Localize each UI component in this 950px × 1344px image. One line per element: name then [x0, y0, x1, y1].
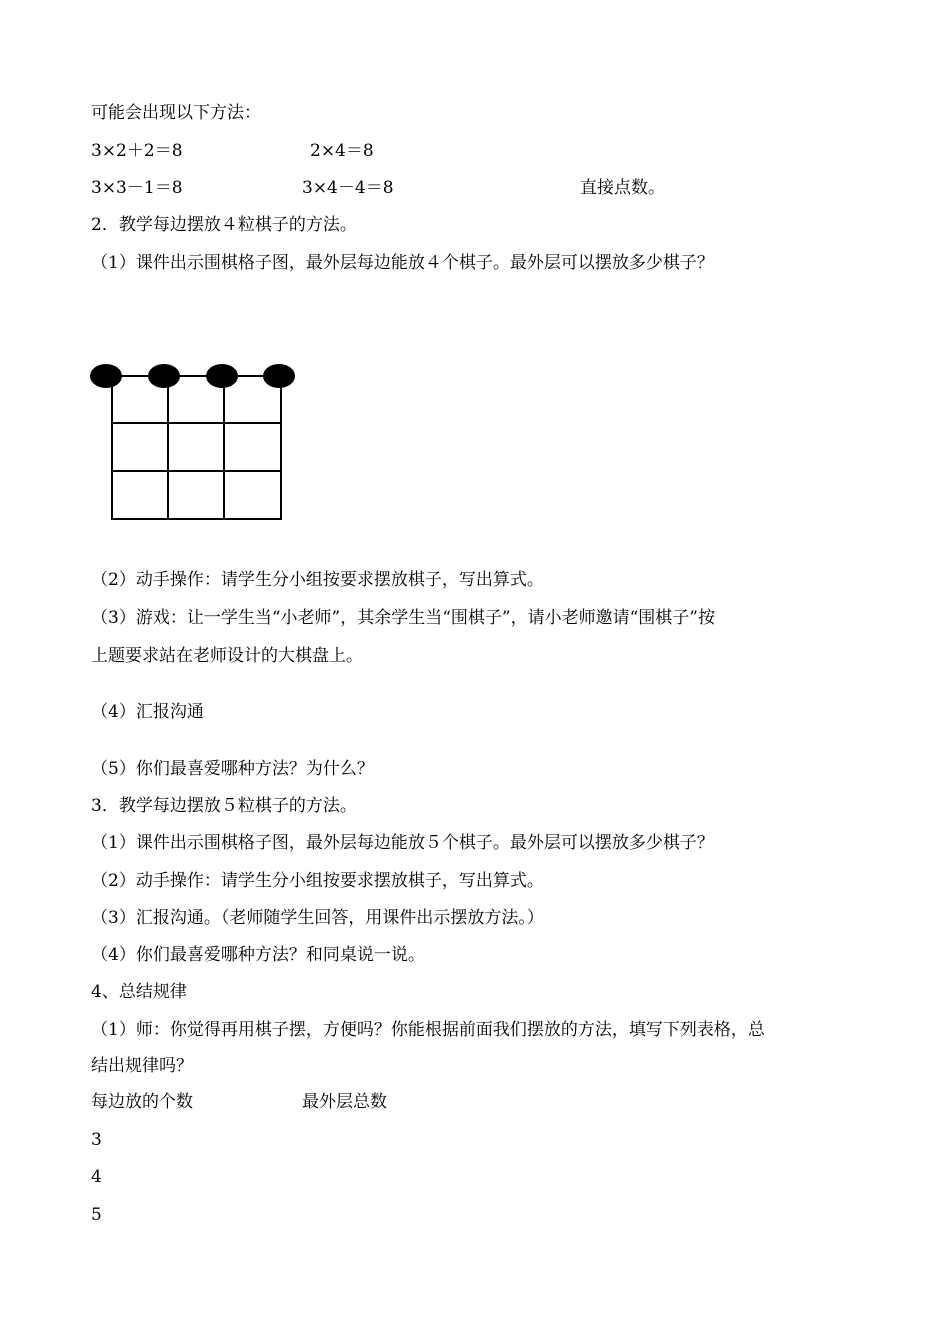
- intro-line: 可能会出现以下方法：: [91, 103, 261, 123]
- section-4-item-1-line-2: 结出规律吗？: [91, 1056, 193, 1076]
- section-3-item-4: （4）你们最喜爱哪种方法？和同桌说一说。: [91, 945, 425, 965]
- table-row: 4: [91, 1167, 102, 1187]
- board-grid: [112, 376, 281, 519]
- section-3-item-2: （2）动手操作：请学生分小组按要求摆放棋子，写出算式。: [91, 871, 544, 891]
- go-board-diagram: [86, 356, 301, 526]
- section-3-item-3: （3）汇报沟通。（老师随学生回答，用课件出示摆放方法。）: [91, 908, 544, 928]
- section-2-item-4: （4）汇报沟通: [91, 702, 204, 722]
- section-3-item-1: （1）课件出示围棋格子图，最外层每边能放５个棋子。最外层可以摆放多少棋子？: [91, 833, 714, 853]
- table-row: 3: [91, 1130, 102, 1150]
- equation-3: 3×3－1＝8: [91, 178, 183, 198]
- go-stone: [206, 364, 238, 388]
- section-4-item-1-line-1: （1）师：你觉得再用棋子摆，方便吗？你能根据前面我们摆放的方法，填写下列表格，总: [91, 1020, 765, 1040]
- equation-2: 2×4＝8: [310, 141, 374, 161]
- go-stone: [263, 364, 295, 388]
- section-2-heading: 2．教学每边摆放４粒棋子的方法。: [91, 215, 357, 235]
- equation-1: 3×2＋2＝8: [91, 141, 183, 161]
- go-stone: [148, 364, 180, 388]
- equation-5: 直接点数。: [580, 178, 665, 198]
- table-header-outer-total: 最外层总数: [302, 1092, 387, 1112]
- section-2-item-3-line-2: 上题要求站在老师设计的大棋盘上。: [91, 646, 363, 666]
- section-2-item-1: （1）课件出示围棋格子图，最外层每边能放４个棋子。最外层可以摆放多少棋子？: [91, 253, 714, 273]
- go-stone: [90, 364, 122, 388]
- table-header-per-side: 每边放的个数: [91, 1092, 193, 1112]
- equation-4: 3×4－4＝8: [302, 178, 394, 198]
- section-3-heading: 3．教学每边摆放５粒棋子的方法。: [91, 796, 357, 816]
- section-4-heading: 4、总结规律: [91, 982, 187, 1002]
- section-2-item-2: （2）动手操作：请学生分小组按要求摆放棋子，写出算式。: [91, 570, 544, 590]
- section-2-item-3-line-1: （3）游戏：让一学生当“小老师”，其余学生当“围棋子”，请小老师邀请“围棋子”按: [91, 608, 715, 628]
- table-row: 5: [91, 1205, 102, 1225]
- section-2-item-5: （5）你们最喜爱哪种方法？为什么？: [91, 759, 374, 779]
